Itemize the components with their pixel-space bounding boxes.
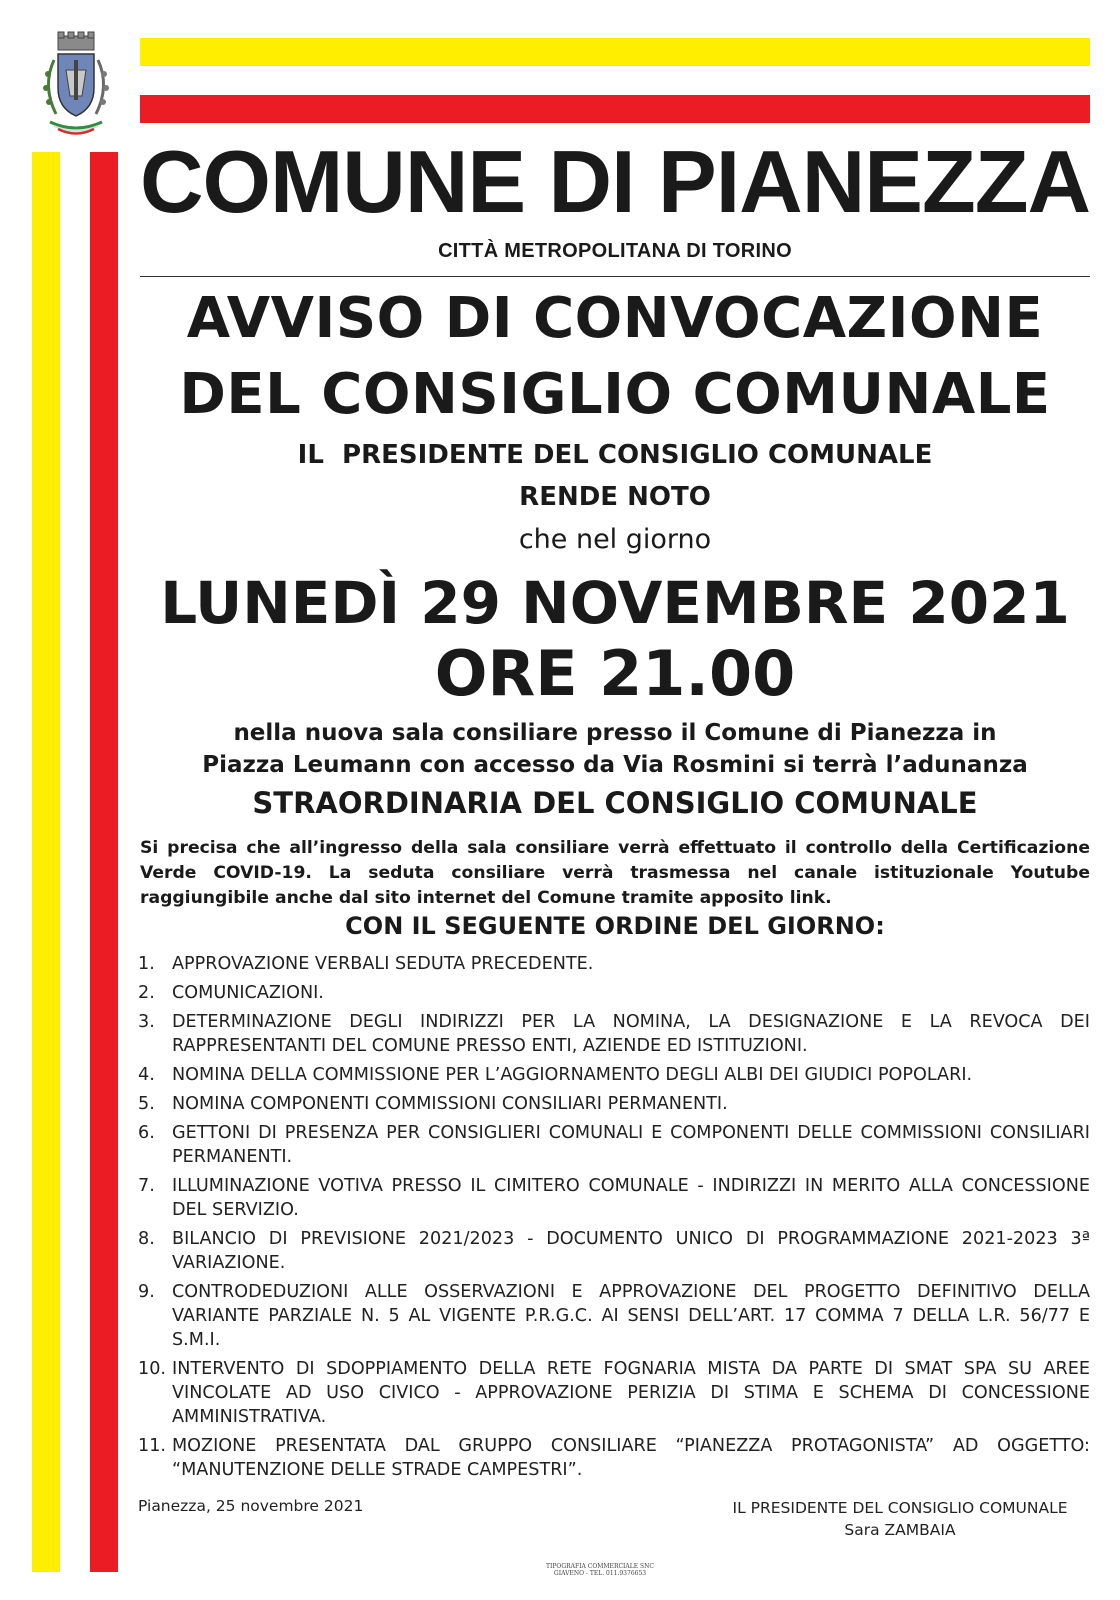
agenda-item	[138, 1121, 1090, 1169]
agenda-item	[138, 1092, 1090, 1116]
agenda-item-text: NOMINA DELLA COMMISSIONE PER L’AGGIORNAMENTO DEGLI ALBI DEI GIUDICI POPOLARI.	[172, 1065, 973, 1085]
agenda-item-text: BILANCIO DI PREVISIONE 2021/2023 - DOCUMENTO UNICO DI PROGRAMMAZIONE 2021-2023 3ª VARIAZIONE.	[172, 1229, 1090, 1273]
location-line1: nella nuova sala consiliare presso il Comune di Pianezza in	[233, 720, 997, 746]
agenda-item-number: 8.	[138, 1229, 155, 1249]
agenda-item	[138, 1434, 1090, 1482]
municipality-subtitle: CITTÀ METROPOLITANA DI TORINO	[438, 240, 792, 262]
session-type: STRAORDINARIA DEL CONSIGLIO COMUNALE	[252, 786, 978, 820]
agenda-item-text: MOZIONE PRESENTATA DAL GRUPPO CONSILIARE “PIANEZZA PROTAGONISTA” AD OGGETTO: “MANUTENZIONE DELLE STRADE CAMPESTRI”.	[172, 1436, 1090, 1480]
agenda-item-text: CONTRODEDUZIONI ALLE OSSERVAZIONI E APPROVAZIONE DEL PROGETTO DEFINITIVO DELLA VARIANTE PARZIALE N. 5 AL VIGENTE P.R.G.C. AI SENSI DELL’ART. 17 COMMA 7 DELLA L.R. 56/77 E S.M.I.	[172, 1282, 1090, 1350]
header-divider	[140, 276, 1090, 277]
covid-note: Si precisa che all’ingresso della sala consiliare verrà effettuato il controllo della Certificazione Verde COVID-19. La seduta consiliare verrà trasmessa nel canale istituzionale Youtube raggiungibile anche dal sito internet del Comune tramite apposito link.	[140, 838, 1090, 908]
left-red-stripe	[90, 152, 118, 1572]
president-line: IL PRESIDENTE DEL CONSIGLIO COMUNALE	[297, 440, 933, 470]
rende-noto: RENDE NOTO	[519, 482, 711, 512]
agenda-item	[138, 1174, 1090, 1222]
agenda-item	[138, 952, 1090, 976]
printer-contact: GIAVENO - TEL. 011.9376653	[553, 1570, 647, 1577]
agenda-item-number: 7.	[138, 1176, 155, 1196]
agenda-item-number: 9.	[138, 1282, 155, 1302]
agenda-item-text: COMUNICAZIONI.	[172, 983, 324, 1003]
signer-title: IL PRESIDENTE DEL CONSIGLIO COMUNALE	[732, 1499, 1068, 1517]
printer-credit	[520, 1563, 680, 1577]
signer-name: Sara ZAMBAIA	[844, 1521, 956, 1539]
agenda-item-number: 1.	[138, 954, 155, 974]
agenda-item-text: INTERVENTO DI SDOPPIAMENTO DELLA RETE FOGNARIA MISTA DA PARTE DI SMAT SPA SU AREE VINCOLATE AD USO CIVICO - APPROVAZIONE PERIZIA DI STIMA E SCHEMA DI CONCESSIONE AMMINISTRATIVA.	[172, 1359, 1090, 1427]
agenda-item-text: GETTONI DI PRESENZA PER CONSIGLIERI COMUNALI E COMPONENTI DELLE COMMISSIONI CONSILIARI PERMANENTI.	[172, 1123, 1090, 1167]
agenda-item-text: DETERMINAZIONE DEGLI INDIRIZZI PER LA NOMINA, LA DESIGNAZIONE E LA REVOCA DEI RAPPRESENTANTI DEL COMUNE PRESSO ENTI, AZIENDE ED ISTITUZIONI.	[172, 1012, 1090, 1056]
agenda-item-number: 2.	[138, 983, 155, 1003]
agenda-item	[138, 1227, 1090, 1275]
agenda-item-number: 4.	[138, 1065, 155, 1085]
agenda-title: CON IL SEGUENTE ORDINE DEL GIORNO:	[345, 912, 885, 940]
left-yellow-stripe	[32, 152, 60, 1572]
agenda-item	[138, 1357, 1090, 1429]
printer-name: TIPOGRAFIA COMMERCIALE SNC	[546, 1563, 654, 1570]
agenda-item-text: APPROVAZIONE VERBALI SEDUTA PRECEDENTE.	[172, 954, 594, 974]
agenda-list	[138, 952, 1090, 1487]
agenda-item-text: NOMINA COMPONENTI COMMISSIONI CONSILIARI PERMANENTI.	[172, 1094, 728, 1114]
agenda-item-text: ILLUMINAZIONE VOTIVA PRESSO IL CIMITERO COMUNALE - INDIRIZZI IN MERITO ALLA CONCESSIONE DEL SERVIZIO.	[172, 1176, 1090, 1220]
agenda-item	[138, 1280, 1090, 1352]
location-line2: Piazza Leumann con accesso da Via Rosmini si terrà l’adunanza	[202, 752, 1028, 778]
agenda-item-number: 3.	[138, 1012, 155, 1032]
notice-heading-line2: DEL CONSIGLIO COMUNALE	[179, 362, 1051, 427]
top-yellow-stripe	[140, 38, 1090, 66]
agenda-item	[138, 1010, 1090, 1058]
agenda-item-number: 11.	[138, 1436, 166, 1456]
meeting-time: ORE 21.00	[434, 637, 796, 710]
place-date: Pianezza, 25 novembre 2021	[138, 1497, 364, 1515]
agenda-item	[138, 1063, 1090, 1087]
municipal-crest-icon	[36, 30, 116, 138]
agenda-item	[138, 981, 1090, 1005]
signature-block	[700, 1497, 1100, 1541]
top-red-stripe	[140, 95, 1090, 123]
agenda-item-number: 6.	[138, 1123, 155, 1143]
che-nel-giorno: che nel giorno	[518, 524, 712, 555]
notice-heading-line1: AVVISO DI CONVOCAZIONE	[186, 286, 1044, 351]
agenda-item-number: 10.	[138, 1359, 166, 1379]
meeting-date: LUNEDÌ 29 NOVEMBRE 2021	[160, 569, 1070, 637]
municipality-title: COMUNE DI PIANEZZA	[140, 132, 1090, 231]
agenda-item-number: 5.	[138, 1094, 155, 1114]
